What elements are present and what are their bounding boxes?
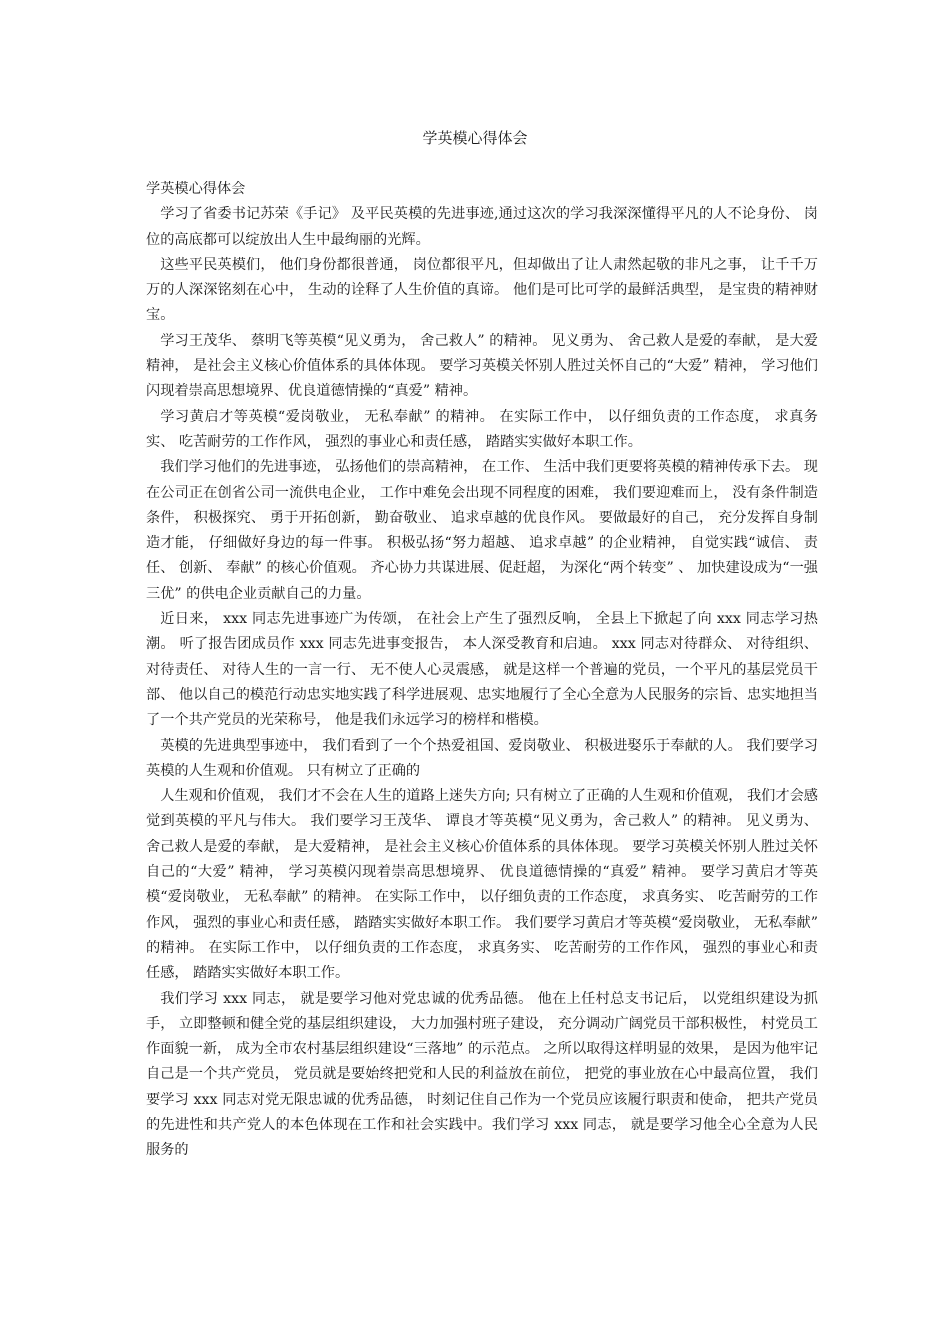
paragraph: 近日来， xxx 同志先进事迹广为传颂， 在社会上产生了强烈反响， 全县上下掀起了向 xxx 同志学习热潮。 听了报告团成员作 xxx 同志先进事变报告， 本人深受教育和启迪。 xxx 同志对待群众、 对待组织、 对待责任、 对待人生的一言一行、 无不使人心灵震感， 就是这样一个普遍的党员，一个平凡的基层党员干部、 他以自己的模范行动忠实地实践了科学进展观、忠实地履行了全心全意为人民服务的宗旨、忠实地担当了一个共产党员的光荣称号， 他是我们永远学习的榜样和楷模。 — [146, 611, 818, 729]
paragraph: 学习了省委书记苏荣《手记》 及平民英模的先进事迹,通过这次的学习我深深懂得平凡的人不论身份、 岗位的高底都可以绽放出人生中最绚丽的光辉。 — [146, 206, 818, 248]
paragraph: 我们学习 xxx 同志， 就是要学习他对党忠诚的优秀品德。 他在上任村总支书记后， 以党组织建设为抓手， 立即整顿和健全党的基层组织建设， 大力加强村班子建设， 充分调动广阔党员干部积极性， 村党员工作面貌一新， 成为全市农村基层组织建设“三落地” 的示范点。 之所以取得这样明显的效果， 是因为他牢记自己是一个共产党员， 党员就是要始终把党和人民的利益放在前位， 把党的事业放在心中最高位置， 我们要学习 xxx 同志对党无限忠诚的优秀品德， 时刻记住自己作为一个党员应该履行职责和使命， 把共产党员的先进性和共产党人的本色体现在工作和社会实践中。我们学习 xxx 同志， 就是要学习他全心全意为人民服务的 — [146, 990, 818, 1159]
paragraph: 人生观和价值观， 我们才不会在人生的道路上迷失方向; 只有树立了正确的人生观和价值观， 我们才会感觉到英模的平凡与伟大。 我们要学习王茂华、 谭良才等英模“见义勇为，舍己救人” 的精神。 见义勇为、 舍己救人是爱的奉献， 是大爱精神， 是社会主义核心价值体系的具体体现。 要学习英模关怀别人胜过关怀自己的“大爱” 精神， 学习英模闪现着崇高思想境界、 优良道德情操的“真爱” 精神。 要学习黄启才等英模“爱岗敬业， 无私奉献” 的精神。 在实际工作中， 以仔细负责的工作态度， 求真务实、 吃苦耐劳的工作作风， 强烈的事业心和责任感， 踏踏实实做好本职工作。 我们要学习黄启才等英模“爱岗敬业， 无私奉献” 的精神。 在实际工作中， 以仔细负责的工作态度， 求真务实、 吃苦耐劳的工作作风， 强烈的事业心和责任感， 踏踏实实做好本职工作。 — [146, 788, 818, 982]
paragraph: 英模的先进典型事迹中， 我们看到了一个个热爱祖国、爱岗敬业、 积极进娶乐于奉献的人。 我们要学习英模的人生观和价值观。 只有树立了正确的 — [146, 737, 818, 779]
paragraph: 学习王茂华、 蔡明飞等英模“见义勇为， 舍己救人” 的精神。 见义勇为、 舍己救人是爱的奉献， 是大爱精神， 是社会主义核心价值体系的具体体现。 要学习英模关怀别人胜过关怀自己的“大爱” 精神， 学习他们闪现着崇高思想境界、优良道德情操的“真爱” 精神。 — [146, 332, 818, 400]
paragraph: 学习黄启才等英模“爱岗敬业， 无私奉献” 的精神。 在实际工作中， 以仔细负责的工作态度， 求真务实、 吃苦耐劳的工作作风， 强烈的事业心和责任感， 踏踏实实做好本职工作。 — [146, 408, 818, 450]
paragraph: 我们学习他们的先进事迹， 弘扬他们的崇高精神， 在工作、 生活中我们更要将英模的精神传承下去。 现在公司正在创省公司一流供电企业， 工作中难免会出现不同程度的困难， 我们要迎难而上， 没有条件制造条件， 积极探究、 勇于开拓创新， 勤奋敬业、 追求卓越的优良作风。 要做最好的自己， 充分发挥自身制造才能， 仔细做好身边的每一件事。 积极弘扬“努力超越、 追求卓越” 的企业精神， 自觉实践“诚信、 责任、 创新、 奉献” 的核心价值观。 齐心协力共谋进展、促赶超， 为深化“两个转变” 、 加快建设成为“一强三优” 的供电企业贡献自己的力量。 — [146, 459, 818, 602]
page-title: 学英模心得体会 — [422, 129, 528, 147]
document-body — [146, 177, 818, 1164]
document-subtitle: 学英模心得体会 — [146, 181, 246, 197]
paragraph: 这些平民英模们， 他们身份都很普通， 岗位都很平凡，但却做出了让人肃然起敬的非凡之事， 让千千万万的人深深铭刻在心中， 生动的诠释了人生价值的真谛。 他们是可比可学的最鲜活典型， 是宝贵的精神财宝。 — [146, 256, 818, 324]
